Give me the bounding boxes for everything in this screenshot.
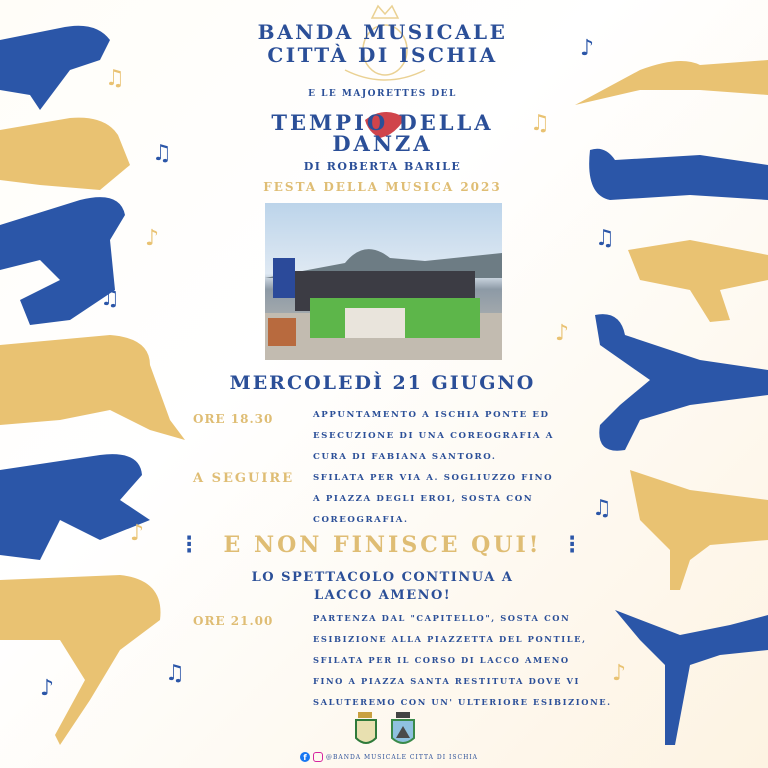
director-name: DI ROBERTA BARILE [303, 160, 462, 173]
music-note-icon: ♫ [152, 141, 172, 166]
schedule-line: CURA DI FABIANA SANTORO. [313, 452, 497, 462]
schedule-description-2 [313, 468, 553, 531]
music-note-icon: ♫ [592, 496, 612, 521]
right-pompom-silhouette [595, 314, 768, 451]
event-date: MERCOLEDÌ 21 GIUGNO [229, 372, 536, 394]
bracket-right-icon: ⁝ [568, 530, 577, 560]
music-note-icon: ♫ [530, 111, 550, 136]
music-note-icon: ♪ [555, 321, 570, 346]
bracket-left-icon: ⁝ [185, 530, 194, 560]
band-name-line1: BANDA MUSICALE [257, 20, 508, 44]
instagram-icon[interactable] [313, 752, 323, 762]
schedule-line: SFILATA PER IL CORSO DI LACCO AMENO [313, 655, 570, 665]
schedule-line: A PIAZZA DEGLI EROI, SOSTA CON [313, 494, 534, 504]
right-baton-silhouette [575, 60, 768, 105]
music-note-icon: ♫ [595, 226, 615, 251]
left-bugle-silhouette [0, 335, 185, 440]
social-footer [300, 752, 478, 762]
evening-time: ORE 21.00 [193, 614, 274, 628]
continue-line1: LO SPETTACOLO CONTINUA A [251, 570, 514, 585]
schedule-time-1: ORE 18.30 [193, 412, 274, 426]
group-photo-image [265, 203, 502, 360]
schedule-line: APPUNTAMENTO A ISCHIA PONTE ED [313, 410, 550, 420]
music-note-icon: ♫ [165, 661, 185, 686]
school-name-line1: TEMPIO DELLA [271, 110, 494, 135]
left-drummer-silhouette [0, 454, 150, 560]
schedule-line: SFILATA PER VIA A. SOGLIUZZO FINO [313, 473, 554, 483]
right-majorette-silhouette [628, 240, 768, 322]
evening-description [313, 608, 612, 713]
right-cheerleader-silhouette [589, 149, 768, 200]
band-name-line2: CITTÀ DI ISCHIA [267, 43, 498, 67]
intro-text: E LE MAJORETTES DEL [308, 89, 457, 99]
schedule-line: ESECUZIONE DI UNA COREOGRAFIA A [313, 431, 554, 441]
municipal-crests [352, 710, 418, 752]
left-trombone-silhouette [0, 575, 161, 745]
schedule-description-1 [313, 405, 554, 468]
music-note-icon: ♫ [105, 66, 125, 91]
schedule-line: COREOGRAFIA. [313, 515, 409, 525]
event-title: FESTA DELLA MUSICA 2023 [263, 180, 502, 194]
schedule-line: PARTENZA DAL "CAPITELLO", SOSTA CON [313, 613, 571, 623]
social-handle[interactable]: @BANDA MUSICALE CITTA DI ISCHIA [326, 753, 479, 761]
schedule-line: ESIBIZIONE ALLA PIAZZETTA DEL PONTILE, [313, 634, 587, 644]
right-dancer-silhouette [615, 610, 768, 745]
left-trumpet-silhouette [0, 118, 130, 190]
music-note-icon: ♪ [40, 676, 55, 701]
lacco-ameno-crest-icon [392, 712, 414, 743]
continue-line2: LACCO AMENO! [313, 588, 452, 603]
schedule-line: FINO A PIAZZA SANTA RESTITUTA DOVE VI [313, 676, 581, 686]
schedule-time-2: A SEGUIRE [193, 471, 295, 486]
music-note-icon: ♫ [100, 286, 120, 311]
schedule-line: SALUTEREMO CON UN' ULTERIORE ESIBIZIONE. [313, 697, 612, 707]
music-note-icon: ♪ [580, 36, 595, 61]
music-note-icon: ♪ [612, 661, 627, 686]
music-note-icon: ♪ [130, 521, 145, 546]
school-name-line2: DANZA [332, 131, 433, 156]
facebook-icon[interactable]: f [300, 752, 310, 762]
left-flute-silhouette [0, 26, 110, 110]
right-twirler-silhouette [630, 470, 768, 590]
highlight-text: E NON FINISCE QUI! [223, 532, 542, 558]
music-note-icon: ♪ [145, 226, 160, 251]
group-photo [265, 203, 502, 360]
ischia-crest-icon [356, 712, 376, 743]
